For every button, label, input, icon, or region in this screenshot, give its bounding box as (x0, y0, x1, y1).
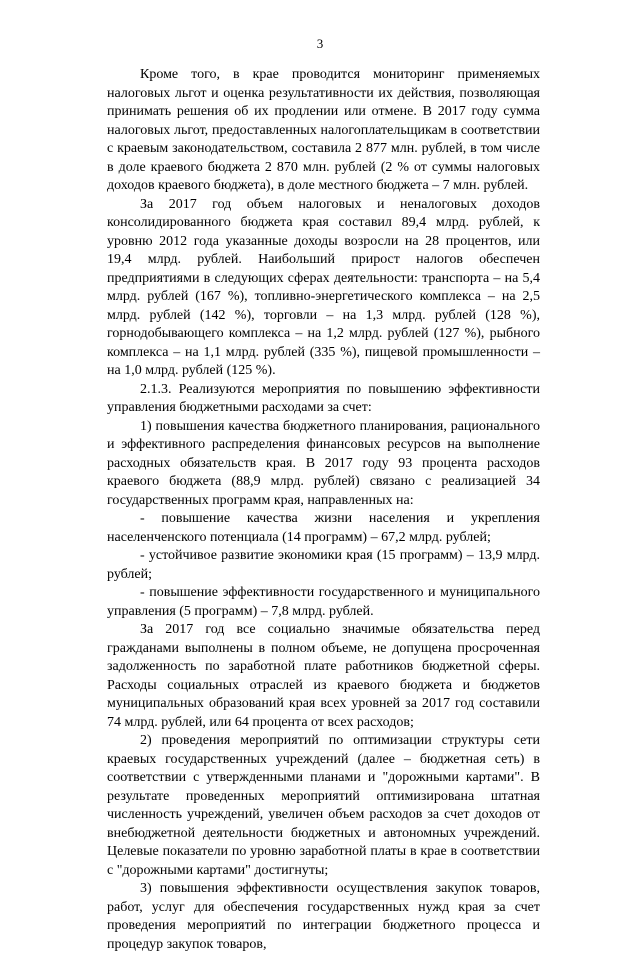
paragraph-item-1: 1) повышения качества бюджетного планирования, рационального и эффективного распределения финансовых ресурсов на выполнение расходных обязательств края. В 2017 году 93 процента расходов краевого бюджета (88,9 млрд. рублей) связано с реализацией 34 государственных программ края, направленных на: (107, 418, 540, 508)
paragraph-social-obligations: За 2017 год все социально значимые обязательства перед гражданами выполнены в полном объеме, не допущена просроченная задолженность по заработной плате работников бюджетной сферы. Расходы социальных отраслей из краевого бюджета и бюджетов муниципальных образований края всех уровней за 2017 год составили 74 млрд. рублей, или 64 процента от всех расходов; (107, 622, 540, 730)
paragraph-bullet-governance: - повышение эффективности государственного и муниципального управления (5 программ) – 7,8 млрд. рублей. (107, 585, 540, 619)
paragraph-section-2-1-3: 2.1.3. Реализуются мероприятия по повышению эффективности управления бюджетными расходами за счет: (107, 381, 540, 415)
paragraph-item-3: 3) повышения эффективности осуществления закупок товаров, работ, услуг для обеспечения государственных нужд края за счет проведения мероприятий по интеграции бюджетного процесса и процедур закупок товаров, (107, 881, 540, 952)
paragraph-bullet-quality-of-life: - повышение качества жизни населения и укрепления населенченского потенциала (14 программ) – 67,2 млрд. рублей; (107, 511, 540, 545)
paragraph-bullet-economy: - устойчивое развитие экономики края (15 программ) – 13,9 млрд. рублей; (107, 548, 540, 582)
paragraph-item-2: 2) проведения мероприятий по оптимизации структуры сети краевых государственных учреждений (далее – бюджетная сеть) в соответствии с утвержденными планами и "дорожными картами". В результате проведенных мероприятий оптимизирована штатная численность учреждений, увеличен объем расходов за счет доходов от внебюджетной деятельности бюджетных и автономных учреждений. Целевые показатели по уровню заработной платы в крае в соответствии с "дорожными картами" достигнуты; (107, 733, 540, 878)
document-body (107, 66, 540, 954)
paragraph-tax-benefits: Кроме того, в крае проводится мониторинг применяемых налоговых льгот и оценка результативности их действия, позволяющая принимать решения об их продлении или отмене. В 2017 году сумма налоговых льгот, предоставленных налогоплательщикам в соответствии с краевым законодательством, составила 2 877 млн. рублей, в том числе в доле краевого бюджета 2 870 млн. рублей (2 % от суммы налоговых доходов краевого бюджета), в доле местного бюджета – 7 млн. рублей. (107, 67, 540, 193)
page-number: 3 (316, 36, 324, 51)
paragraph-revenue-2017: За 2017 год объем налоговых и неналоговых доходов консолидированного бюджета края составил 89,4 млрд. рублей, к уровню 2012 года указанные доходы возросли на 28 процентов, или 19,4 млрд. рублей. Наибольший прирост налогов обеспечен предприятиями в следующих сферах деятельности: транспорта – на 5,4 млрд. рублей (167 %), топливно-энергетического комплекса – на 2,5 млрд. рублей (142 %), торговли – на 1,3 млрд. рублей (128 %), горнодобывающего комплекса – на 1,2 млрд. рублей (127 %), рыбного комплекса – на 1,1 млрд. рублей (335 %), пищевой промышленности – на 1,0 млрд. рублей (125 %). (107, 196, 540, 378)
